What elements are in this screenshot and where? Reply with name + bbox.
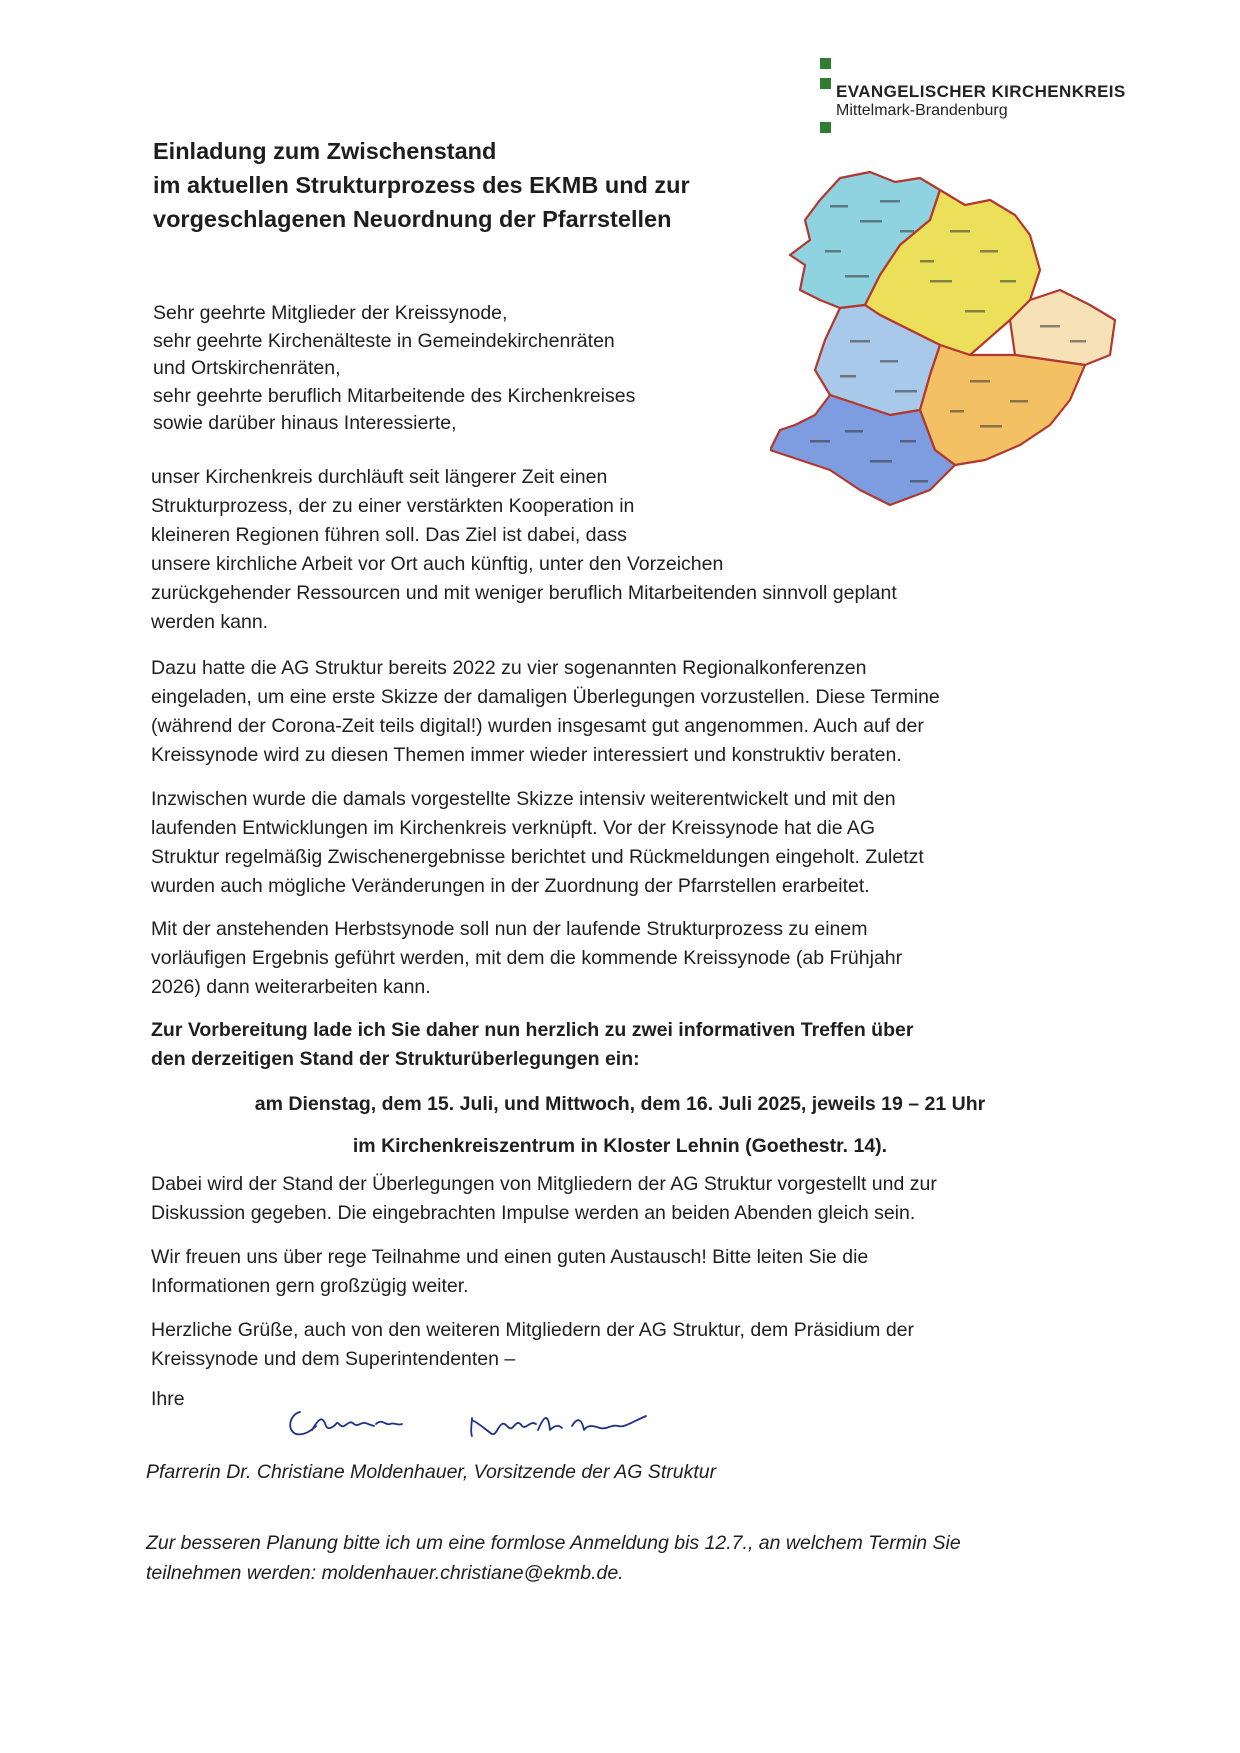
- closing-word: Ihre: [151, 1388, 185, 1410]
- registration-note: [146, 1528, 961, 1588]
- paragraph-history: [151, 654, 940, 770]
- text-line: Mit der anstehenden Herbstsynode soll nun der laufende Strukturprozess zu einem: [151, 918, 868, 940]
- text-line: Dabei wird der Stand der Überlegungen von Mitgliedern der AG Struktur vorgestellt und zur: [151, 1173, 937, 1195]
- salutation-line: Sehr geehrte Mitglieder der Kreissynode,: [153, 302, 508, 324]
- text-line: zurückgehender Ressourcen und mit weniger beruflich Mitarbeitenden sinnvoll geplant: [151, 582, 897, 604]
- logo-subtitle: Mittelmark-Brandenburg: [836, 102, 1008, 119]
- paragraph-participation: [151, 1243, 868, 1301]
- logo-square-icon: [820, 78, 831, 89]
- signatory-name: Pfarrerin Dr. Christiane Moldenhauer, Vorsitzende der AG Struktur: [146, 1461, 717, 1483]
- text-line: Inzwischen wurde die damals vorgestellte Skizze intensiv weiterentwickelt und mit den: [151, 788, 896, 810]
- paragraph-greetings: [151, 1316, 914, 1374]
- text-line: Kreissynode und dem Superintendenten –: [151, 1348, 516, 1370]
- meeting-dates: am Dienstag, dem 15. Juli, und Mittwoch, dem 16. Juli 2025, jeweils 19 – 21 Uhr: [254, 1093, 986, 1115]
- text-line: Wir freuen uns über rege Teilnahme und einen guten Austausch! Bitte leiten Sie die: [151, 1246, 869, 1268]
- text-line: eingeladen, um eine erste Skizze der damaligen Überlegungen vorzustellen. Diese Termine: [151, 686, 940, 708]
- salutation-line: und Ortskirchenräten,: [153, 357, 341, 379]
- salutation-line: sowie darüber hinaus Interessierte,: [153, 412, 457, 434]
- invitation-paragraph: [151, 1016, 913, 1074]
- text-line: Diskussion gegeben. Die eingebrachten Impulse werden an beiden Abenden gleich sein.: [151, 1202, 916, 1224]
- text-line: unsere kirchliche Arbeit vor Ort auch künftig, unter den Vorzeichen: [151, 553, 724, 575]
- text-line: laufenden Entwicklungen im Kirchenkreis verknüpft. Vor der Kreissynode hat die AG: [151, 817, 876, 839]
- text-line: Dazu hatte die AG Struktur bereits 2022 zu vier sogenannten Regionalkonferenzen: [151, 657, 867, 679]
- title-line: Einladung zum Zwischenstand: [153, 138, 497, 164]
- text-line: Strukturprozess, der zu einer verstärkten Kooperation in: [151, 495, 635, 517]
- title-line: vorgeschlagenen Neuordnung der Pfarrstellen: [153, 206, 672, 232]
- text-line: Informationen gern großzügig weiter.: [151, 1275, 469, 1297]
- text-line: vorläufigen Ergebnis geführt werden, mit dem die kommende Kreissynode (ab Frühjahr: [151, 947, 903, 969]
- text-line: Zur Vorbereitung lade ich Sie daher nun herzlich zu zwei informativen Treffen über: [151, 1019, 914, 1041]
- paragraph-development: [151, 785, 924, 901]
- text-line: Struktur regelmäßig Zwischenergebnisse berichtet und Rückmeldungen eingeholt. Zuletzt: [151, 846, 924, 868]
- text-line: teilnehmen werden: moldenhauer.christiane@ekmb.de.: [146, 1562, 624, 1584]
- meeting-location: im Kirchenkreiszentrum in Kloster Lehnin (Goethestr. 14).: [352, 1135, 888, 1157]
- salutation-line: sehr geehrte beruflich Mitarbeitende des Kirchenkreises: [153, 384, 636, 407]
- text-line: 2026) dann weiterarbeiten kann.: [151, 976, 431, 998]
- text-line: (während der Corona-Zeit teils digital!) wurden insgesamt gut angenommen. Auch auf der: [151, 715, 924, 737]
- logo-square-icon: [820, 122, 831, 133]
- paragraph-discussion: [151, 1170, 937, 1228]
- salutation-line: sehr geehrte Kirchenälteste in Gemeindekirchenräten: [153, 329, 615, 352]
- text-line: Kreissynode wird zu diesen Themen immer wieder interessiert und konstruktiv beraten.: [151, 744, 902, 766]
- handwritten-signature: [282, 1390, 702, 1450]
- text-line: kleineren Regionen führen soll. Das Ziel ist dabei, dass: [151, 524, 627, 546]
- paragraph-synod: [151, 915, 902, 1002]
- text-line: den derzeitigen Stand der Strukturüberlegungen ein:: [151, 1048, 640, 1070]
- text-line: Herzliche Grüße, auch von den weiteren Mitgliedern der AG Struktur, dem Präsidium der: [151, 1319, 915, 1341]
- logo-square-icon: [820, 58, 831, 69]
- document-title: [153, 134, 690, 236]
- salutation-block: [153, 300, 635, 438]
- paragraph-intro: [151, 463, 897, 637]
- title-line: im aktuellen Strukturprozess des EKMB und zur: [153, 172, 690, 198]
- logo-name: EVANGELISCHER KIRCHENKREIS: [836, 82, 1126, 101]
- text-line: unser Kirchenkreis durchläuft seit längerer Zeit einen: [151, 466, 608, 488]
- text-line: werden kann.: [151, 611, 269, 633]
- text-line: wurden auch mögliche Veränderungen in der Zuordnung der Pfarrstellen erarbeitet.: [151, 875, 870, 897]
- text-line: Zur besseren Planung bitte ich um eine formlose Anmeldung bis 12.7., an welchem Termin Sie: [146, 1532, 961, 1554]
